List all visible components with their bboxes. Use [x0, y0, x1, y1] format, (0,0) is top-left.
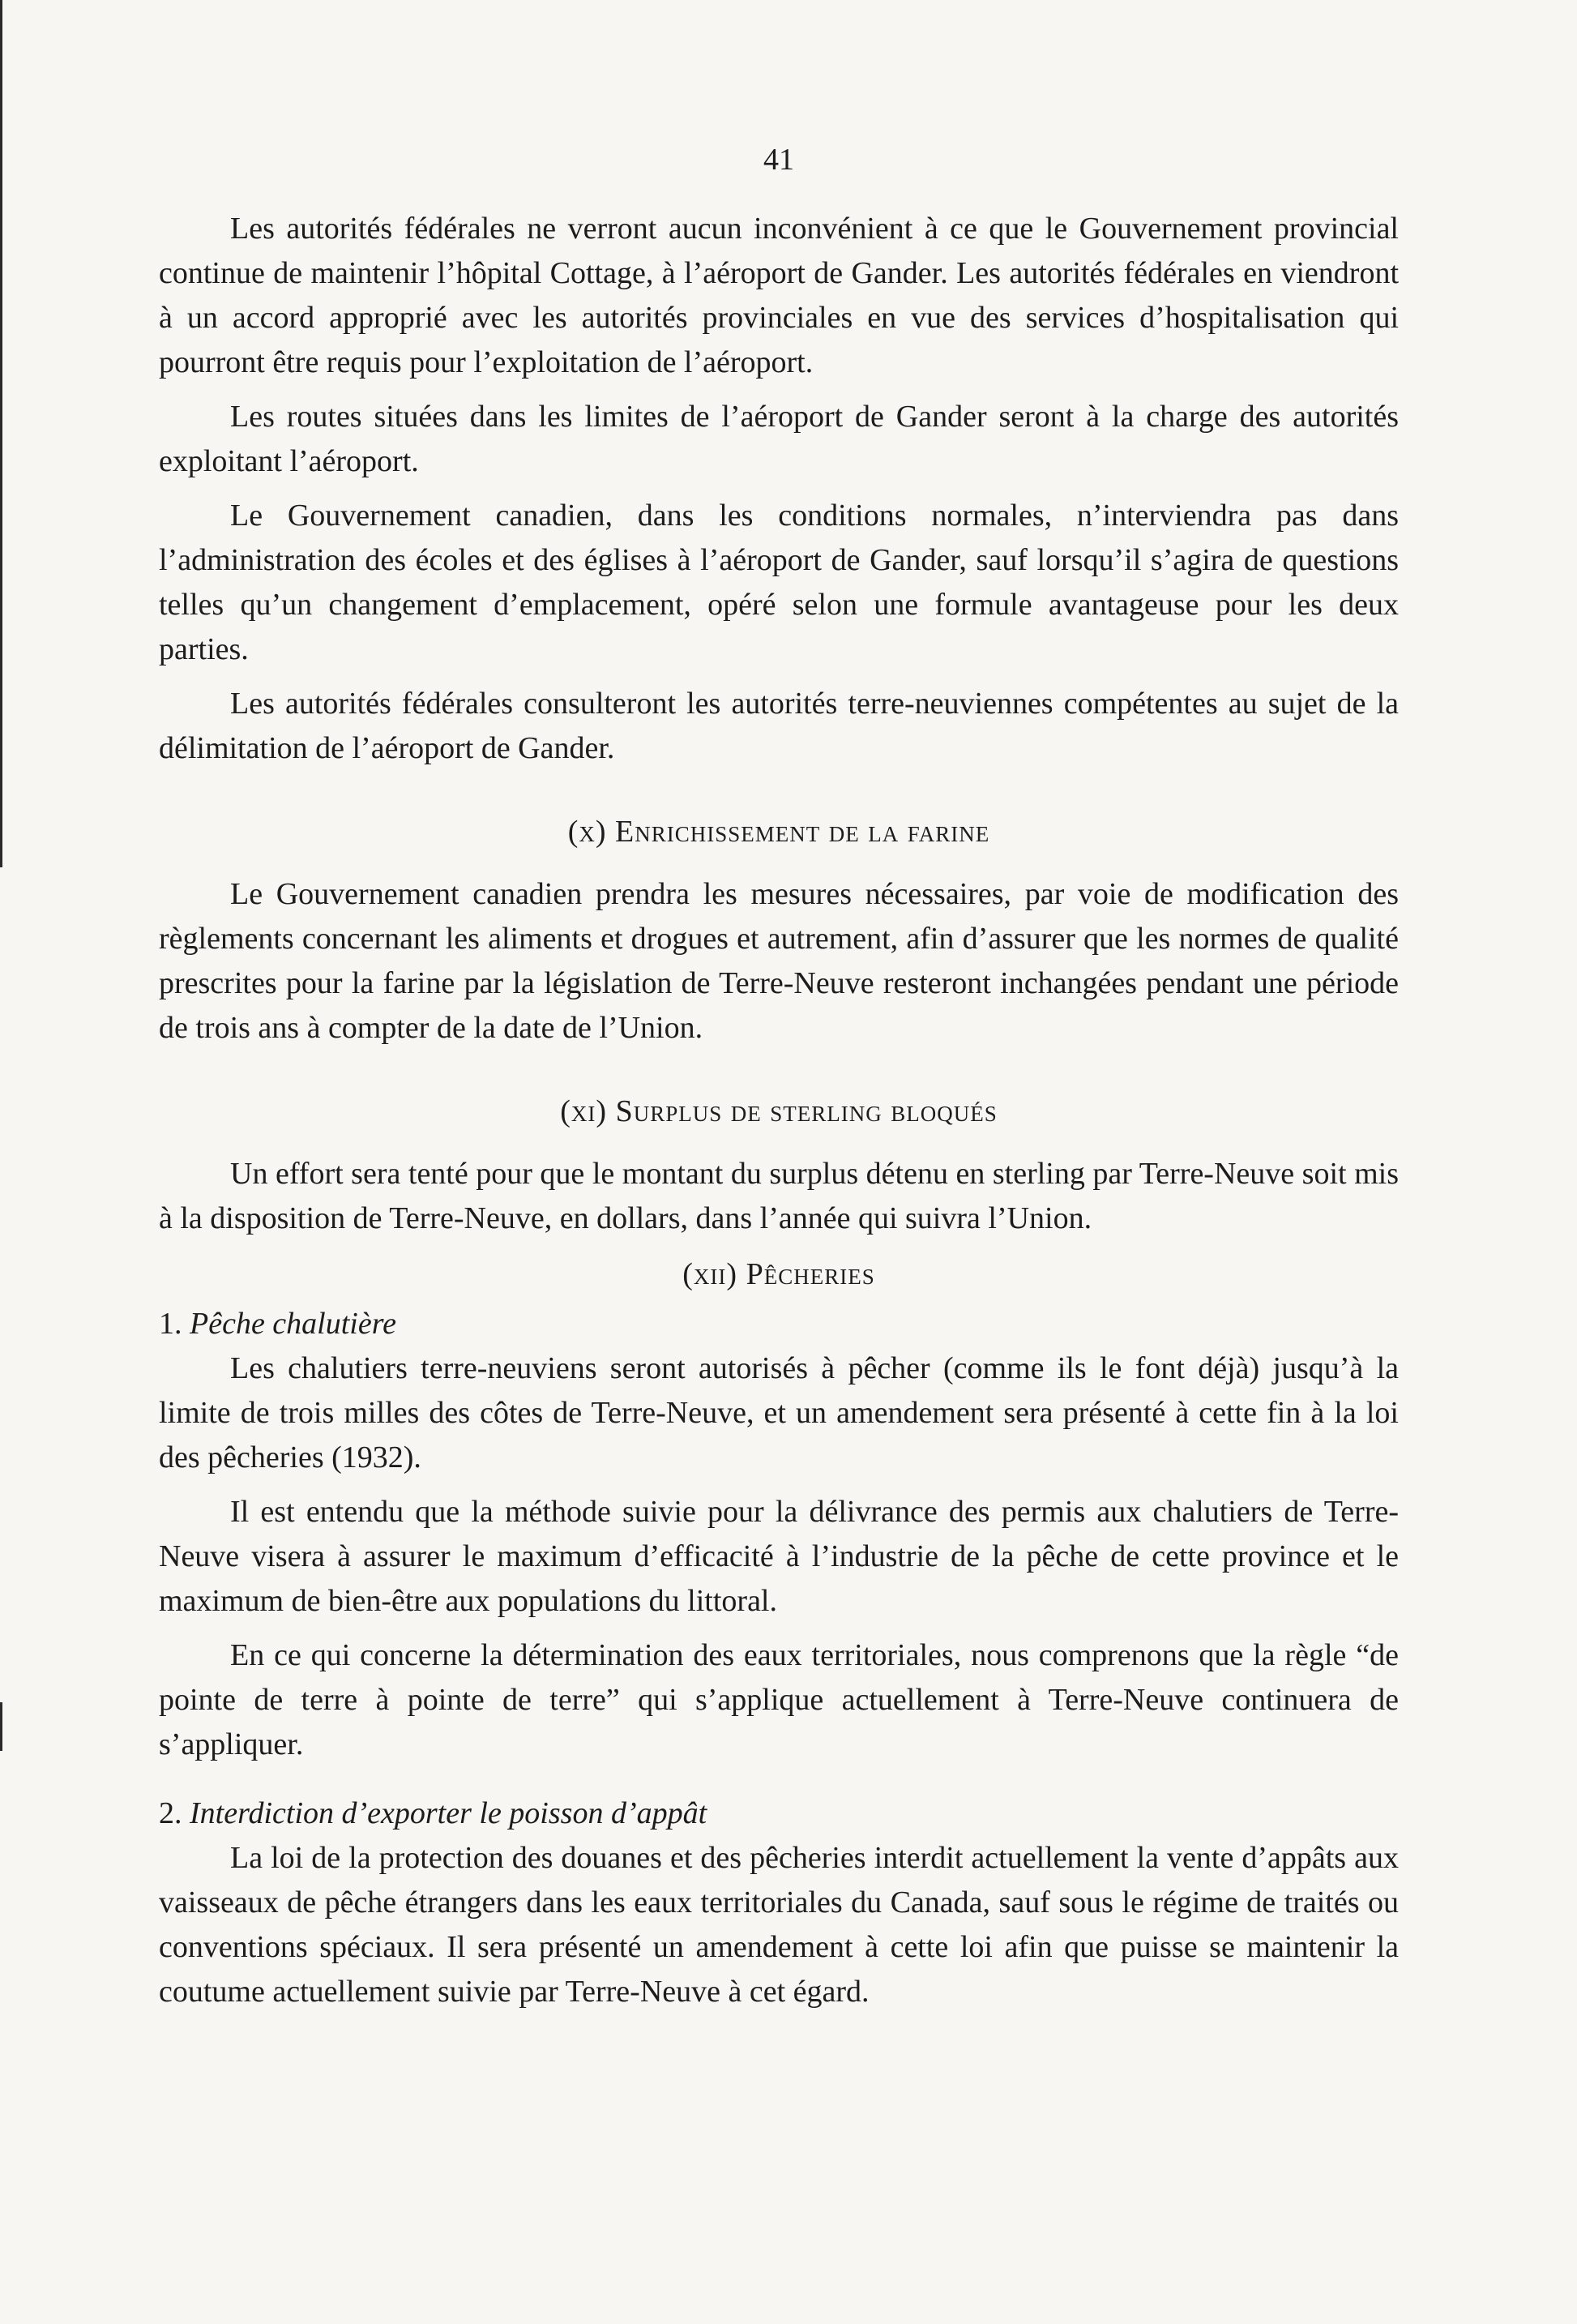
paragraph: En ce qui concerne la détermination des eaux territoriales, nous comprenons que la règle “de pointe de terre à pointe de terre” qui s’applique actuellement à Terre-Neuve continuera de s’appliquer. [159, 1638, 1399, 1761]
section-number: (xi) [560, 1094, 608, 1128]
subsection-heading-1 [159, 1302, 1399, 1346]
section-number: (xii) [682, 1257, 738, 1291]
section-title: Pêcheries [746, 1257, 875, 1291]
paragraph: Les chalutiers terre-neuviens seront autorisés à pêcher (comme ils le font déjà) jusqu’à la limite de trois milles des côtes de Terre-Neuve, et un amendement sera présenté à cette fin à la loi des pêcheries (1932). [159, 1351, 1399, 1474]
paragraph: Le Gouvernement canadien prendra les mesures nécessaires, par voie de modification des règlements concernant les aliments et drogues et autrement, afin d’assurer que les normes de qualité prescrites pour la farine par la législation de Terre-Neuve resteront inchangées pendant une période de trois ans à compter de la date de l’Union. [159, 877, 1399, 1045]
paragraph: Les autorités fédérales ne verront aucun inconvénient à ce que le Gouvernement provincial continue de maintenir l’hôpital Cottage, à l’aéroport de Gander. Les autorités fédérales en viendront à un accord approprié avec les autorités provinciales en vue des services d’hospitalisation qui pourront être requis pour l’exploitation de l’aéroport. [159, 212, 1399, 379]
paragraph: Les routes situées dans les limites de l’aéroport de Gander seront à la charge des autorités exploitant l’aéroport. [159, 400, 1399, 478]
section-heading-xi [159, 1089, 1399, 1134]
paragraph: Un effort sera tenté pour que le montant du surplus détenu en sterling par Terre-Neuve soit mis à la disposition de Terre-Neuve, en dollars, dans l’année qui suivra l’Union. [159, 1157, 1399, 1235]
paragraph: La loi de la protection des douanes et des pêcheries interdit actuellement la vente d’appâts aux vaisseaux de pêche étrangers dans les eaux territoriales du Canada, sauf sous le régime de traités ou conventions spéciaux. Il sera présenté un amendement à cette loi afin que puisse se maintenir la coutume actuellement suivie par Terre-Neuve à cet égard. [159, 1841, 1399, 2009]
section-heading-x [159, 810, 1399, 854]
subsection-title: Interdiction d’exporter le poisson d’appât [190, 1796, 707, 1830]
section-title: Surplus de sterling bloqués [615, 1094, 998, 1128]
paragraph: Les autorités fédérales consulteront les autorités terre-neuviennes compétentes au sujet de la délimitation de l’aéroport de Gander. [159, 687, 1399, 765]
paragraph: Il est entendu que la méthode suivie pour la délivrance des permis aux chalutiers de Terre-Neuve visera à assurer le maximum d’efficacité à l’industrie de la pêche de cette province et le maximum de bien-être aux populations du littoral. [159, 1495, 1399, 1618]
subsection-number: 2. [159, 1796, 182, 1830]
paragraph: Le Gouvernement canadien, dans les conditions normales, n’interviendra pas dans l’administration des écoles et des églises à l’aéroport de Gander, sauf lorsqu’il s’agira de questions telles qu’un changement d’emplacement, opéré selon une formule avantageuse pour les deux parties. [159, 499, 1399, 666]
subsection-number: 1. [159, 1307, 182, 1341]
scan-margin-mark [0, 0, 2, 867]
subsection-title: Pêche chalutière [190, 1307, 396, 1341]
document-page [159, 138, 1399, 2024]
section-heading-xii [159, 1252, 1399, 1297]
page-number: 41 [763, 143, 794, 177]
scan-margin-mark [0, 1702, 2, 1751]
section-number: (x) [567, 815, 607, 849]
subsection-heading-2 [159, 1791, 1399, 1836]
section-title: Enrichissement de la farine [615, 815, 990, 849]
